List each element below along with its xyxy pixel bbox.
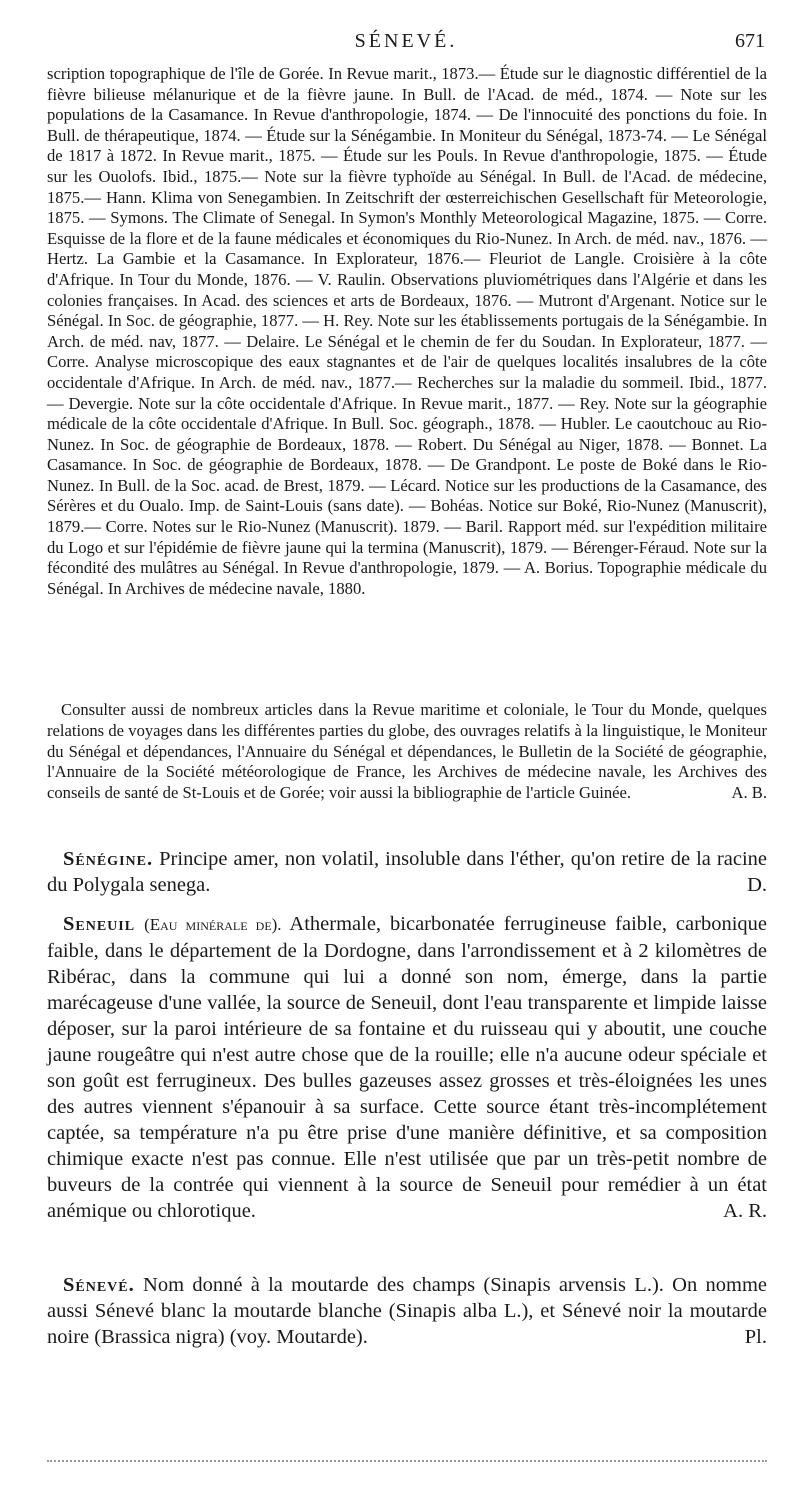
headword-seneve: Sénevé. — [63, 1274, 135, 1296]
entry-seneuil — [47, 911, 767, 1224]
consult-text: Consulter aussi de nombreux articles dans la Revue maritime et coloniale, le Tour du Monde, quelques relations de voyages dans les différentes parties du globe, des ouvrages relatifs à la linguistique, le Moniteur du Sénégal et dépendances, l'Annuaire du Sénégal et dépendances, le Bulletin de la Société de géographie, l'Annuaire de la Société météorologique de France, les Archives de médecine navale, les Archives des conseils de santé de St-Louis et de Gorée; voir aussi la bibliographie de l'article Guinée. — [47, 700, 767, 803]
seneuil-text: Athermale, bicarbonatée ferrugineuse faible, carbonique faible, dans le département de la Dordogne, dans l'arrondissement et à 2 kilomètres de Ribérac, dans la commune qui lui a donné son nom, émerge, dans la partie marécageuse d'une vallée, la source de Seneuil, dont l'eau transparente et limpide laisse déposer, sur la paroi intérieure de sa fontaine et du ruisseau qui y aboutit, une couche jaune rougeâtre qui n'est autre chose que de la rouille; elle n'a aucune odeur spéciale et son goût est ferrugineux. Des bulles gazeuses assez grosses et très-éloignées les unes des autres viennent s'épanouir à sa surface. Cette source étant très-incomplétement captée, sa température n'a pu être prise d'une manière définitive, et sa composition chimique exacte n'est pas connue. Elle n'est utilisée que par un très-petit nombre de buveurs de la contrée qui viennent à la source de Seneuil pour remédier à un état anémique ou chlorotique. — [47, 913, 767, 1222]
bibliography-text: scription topographique de l'île de Gorée. In Revue marit., 1873.— Étude sur le diagnostic différentiel de la fièvre bilieuse mélanurique et de la fièvre jaune. In Bull. de l'Acad. de méd., 1874. — Note sur les populations de la Casamance. In Revue d'anthropologie, 1874. — De l'innocuité des ponctions du foie. In Bull. de thérapeutique, 1874. — Étude sur la Sénégambie. In Moniteur du Sénégal, 1873-74. — Le Sénégal de 1817 à 1872. In Revue marit., 1875. — Étude sur les Pouls. In Revue d'anthropologie, 1875. — Étude sur les Ouolofs. Ibid., 1875.— Note sur la fièvre typhoïde au Sénégal. In Bull. de l'Acad. de médecine, 1875.— Hann. Klima von Senegambien. In Zeitschrift der œsterreichischen Gesellschaft für Meteorologie, 1875. — Symons. The Climate of Senegal. In Symon's Monthly Meteorological Magazine, 1875. — Corre. Esquisse de la flore et de la faune médicales et économiques du Rio-Nunez. In Arch. de méd. nav., 1876. — Hertz. La Gambie et la Casamance. In Explorateur, 1876.— Fleuriot de Langle. Croisière à la côte d'Afrique. In Tour du Monde, 1876. — V. Raulin. Observations pluviométriques dans l'Algérie et dans les colonies françaises. In Acad. des sciences et arts de Bordeaux, 1876. — Mutront d'Argenant. Notice sur le Sénégal. In Soc. de géographie, 1877. — H. Rey. Note sur les établissements portugais de la Sénégambie. In Arch. de méd. nav, 1877. — Delaire. Le Sénégal et le chemin de fer du Soudan. In Explorateur, 1877. — Corre. Analyse microscopique des eaux stagnantes et de l'air de quelques localités insalubres de la côte occidentale d'Afrique. In Arch. de méd. nav., 1877.— Recherches sur la maladie du sommeil. Ibid., 1877. — Devergie. Note sur la côte occidentale d'Afrique. In Revue marit., 1877. — Rey. Note sur la géographie médicale de la côte occidentale d'Afrique. In Bull. Soc. géograph., 1878. — Hubler. Le caoutchouc au Rio-Nunez. In Soc. de géographie de Bordeaux, 1878. — Robert. Du Sénégal au Niger, 1878. — Bonnet. La Casamance. In Soc. de géographie de Bordeaux, 1878. — De Grandpont. Le poste de Boké dans le Rio-Nunez. In Bull. de la Soc. acad. de Brest, 1879. — Lécard. Notice sur les productions de la Casamance, des Sérères et du Oualo. Imp. de Saint-Louis (sans date). — Bohéas. Notice sur Boké, Rio-Nunez (Manuscrit), 1879.— Corre. Notes sur le Rio-Nunez (Manuscrit). 1879. — Baril. Rapport méd. sur l'expédition militaire du Logo et sur l'épidémie de fièvre jaune qui la termina (Manuscrit), 1879. — Bérenger-Féraud. Note sur la fécondité des mulâtres au Sénégal. In Revue d'anthropologie, 1879. — A. Borius. Topographie médicale du Sénégal. In Archives de médecine navale, 1880. — [47, 64, 767, 598]
entry-senegine — [47, 846, 767, 898]
seneuil-signature: A. R. — [723, 1200, 767, 1222]
entry-seneve — [47, 1272, 767, 1350]
seneve-text: Nom donné à la moutarde des champs (Sinapis arvensis L.). On nomme aussi Sénevé blanc la moutarde blanche (Sinapis alba L.), et Sénevé noir la moutarde noire (Brassica nigra) (voy. Moutarde). — [47, 1274, 767, 1348]
seneve-signature: Pl. — [744, 1326, 767, 1348]
footer-rule — [47, 1460, 767, 1462]
seneuil-subtitle: (Eau minérale de). — [144, 915, 282, 934]
consult-paragraph — [47, 700, 767, 804]
senegine-text: Principe amer, non volatil, insoluble dans l'éther, qu'on retire de la racine du Polygala senega. — [47, 848, 767, 896]
bibliography-block — [47, 64, 767, 599]
headword-seneuil: Seneuil — [63, 913, 136, 935]
senegine-signature: D. — [747, 874, 767, 896]
headword-senegine: Sénégine. — [63, 848, 154, 870]
running-title: SÉNEVÉ. — [354, 30, 458, 52]
page-number: 671 — [735, 30, 765, 52]
consult-signature: A. B. — [731, 783, 767, 803]
page-header — [47, 30, 765, 58]
